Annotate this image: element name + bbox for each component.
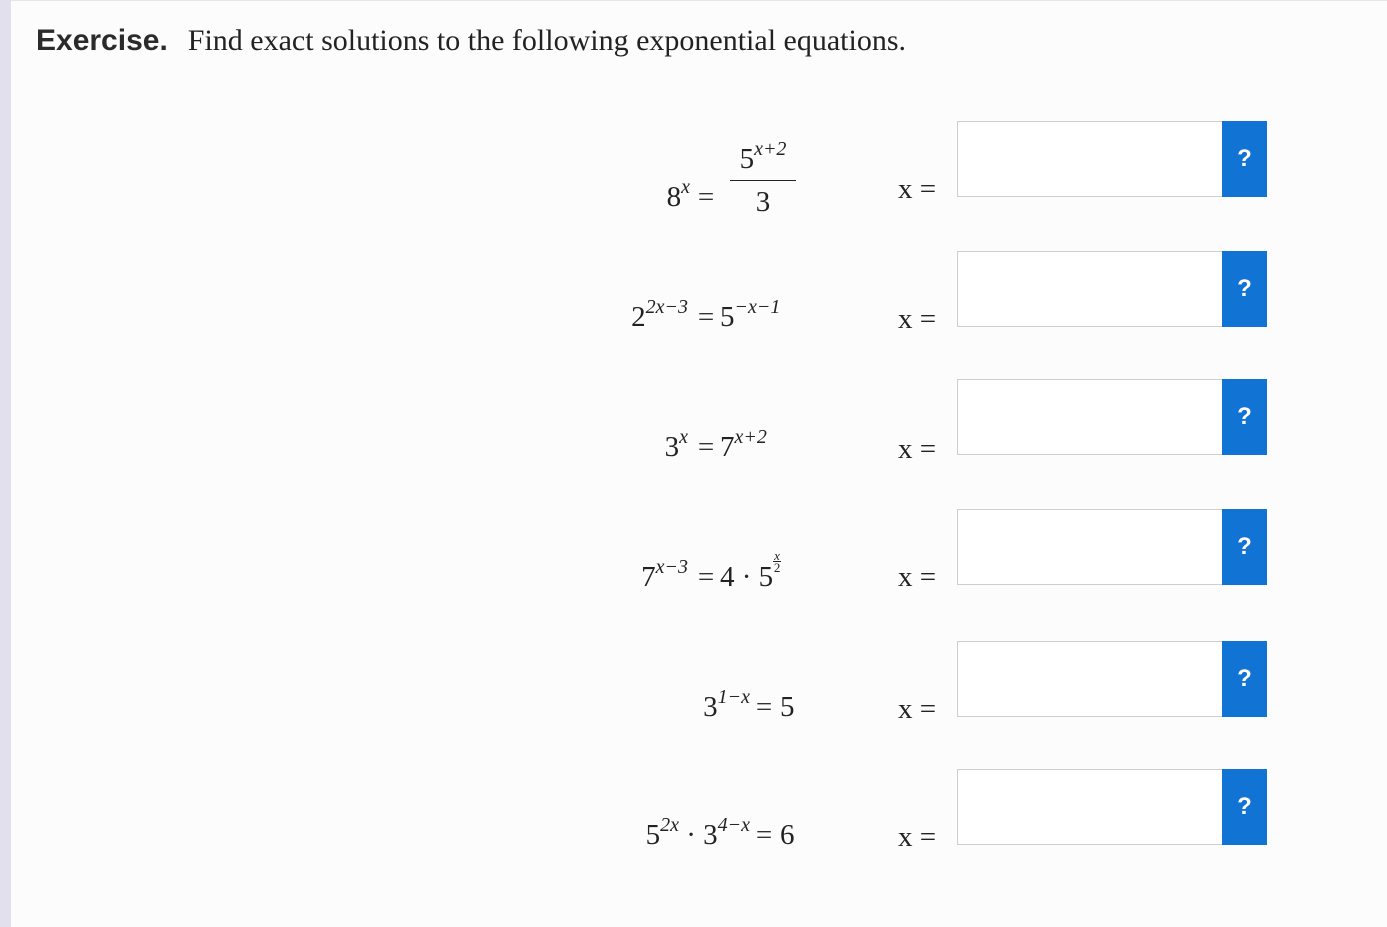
fraction-denominator: 3 xyxy=(755,186,771,218)
help-button-6[interactable]: ? xyxy=(1222,769,1267,845)
lhs-exponent-2: 4−x xyxy=(717,814,750,836)
lhs-base-1: 5 xyxy=(645,819,661,851)
answer-label-3: x = xyxy=(898,433,937,465)
equals-sign: = xyxy=(697,301,715,333)
equation-2 xyxy=(0,272,800,332)
answer-input-5[interactable] xyxy=(957,641,1223,717)
equation-6-lhs xyxy=(645,814,750,851)
lhs-base: 3 xyxy=(664,431,680,463)
answer-input-4[interactable] xyxy=(957,509,1223,585)
answer-row-3 xyxy=(957,379,1267,455)
equation-6-rhs: 6 xyxy=(780,819,795,851)
help-button-1[interactable]: ? xyxy=(1222,121,1267,197)
rhs-exponent: −x−1 xyxy=(734,296,781,318)
equals-sign: = xyxy=(697,431,715,463)
left-margin-bar xyxy=(0,0,11,927)
rhs-exponent: x+2 xyxy=(734,426,767,448)
lhs-exponent: x xyxy=(681,176,690,198)
lhs-base-2: 3 xyxy=(703,819,718,851)
help-button-5[interactable]: ? xyxy=(1222,641,1267,717)
help-button-3[interactable]: ? xyxy=(1222,379,1267,455)
exponent-numerator: x xyxy=(774,548,780,563)
lhs-base: 7 xyxy=(641,561,656,593)
answer-label-2: x = xyxy=(898,303,937,335)
equals-sign: = xyxy=(697,561,715,593)
equation-6 xyxy=(0,790,800,850)
answer-input-2[interactable] xyxy=(957,251,1223,327)
lhs-base: 3 xyxy=(703,691,718,723)
exercise-label: Exercise. xyxy=(36,24,168,57)
equals-sign: = xyxy=(697,181,715,213)
answer-label-6: x = xyxy=(898,821,937,853)
lhs-exponent: x−3 xyxy=(655,556,688,578)
lhs-base: 2 xyxy=(631,301,646,333)
multiplication-dot: · xyxy=(678,819,704,851)
help-button-4[interactable]: ? xyxy=(1222,509,1267,585)
answer-row-1 xyxy=(957,121,1267,197)
equation-2-rhs xyxy=(720,296,781,333)
answer-input-6[interactable] xyxy=(957,769,1223,845)
help-button-2[interactable]: ? xyxy=(1222,251,1267,327)
answer-row-6 xyxy=(957,769,1267,845)
answer-label-1: x = xyxy=(898,173,937,205)
answer-input-1[interactable] xyxy=(957,121,1223,197)
equation-5-rhs: 5 xyxy=(780,691,795,723)
numerator-exponent: x+2 xyxy=(754,138,787,160)
answer-row-4 xyxy=(957,509,1267,585)
equation-2-lhs xyxy=(631,296,688,333)
equals-sign: = xyxy=(755,819,773,851)
equation-5 xyxy=(0,662,800,722)
equation-4-rhs xyxy=(720,550,781,592)
equation-4 xyxy=(0,532,800,592)
answer-row-2 xyxy=(957,251,1267,327)
rhs-coefficient: 4 · xyxy=(720,561,759,593)
rhs-base: 5 xyxy=(720,301,735,333)
rhs-base: 7 xyxy=(720,431,735,463)
answer-input-3[interactable] xyxy=(957,379,1223,455)
lhs-exponent: 2x−3 xyxy=(645,296,688,318)
equation-1 xyxy=(0,152,800,212)
equation-3-lhs xyxy=(664,426,688,463)
answer-label-4: x = xyxy=(898,561,937,593)
equation-3-rhs xyxy=(720,426,767,463)
answer-row-5 xyxy=(957,641,1267,717)
exercise-instructions: Find exact solutions to the following exponential equations. xyxy=(187,24,907,57)
exponent-denominator: 2 xyxy=(773,560,781,575)
exercise-heading xyxy=(36,24,906,64)
equation-1-rhs-fraction xyxy=(730,138,796,218)
numerator-base: 5 xyxy=(739,143,755,175)
lhs-exponent-1: 2x xyxy=(660,814,679,836)
lhs-base: 8 xyxy=(666,181,682,213)
equals-sign: = xyxy=(755,691,773,723)
lhs-exponent: x xyxy=(679,426,688,448)
fraction-numerator xyxy=(730,138,796,181)
equation-5-lhs xyxy=(703,686,750,723)
equation-3 xyxy=(0,402,800,462)
rhs-fraction-exponent xyxy=(773,550,781,573)
equation-1-lhs xyxy=(666,176,690,213)
equation-4-lhs xyxy=(641,556,688,593)
rhs-base: 5 xyxy=(758,561,774,593)
lhs-exponent: 1−x xyxy=(717,686,750,708)
answer-label-5: x = xyxy=(898,693,937,725)
